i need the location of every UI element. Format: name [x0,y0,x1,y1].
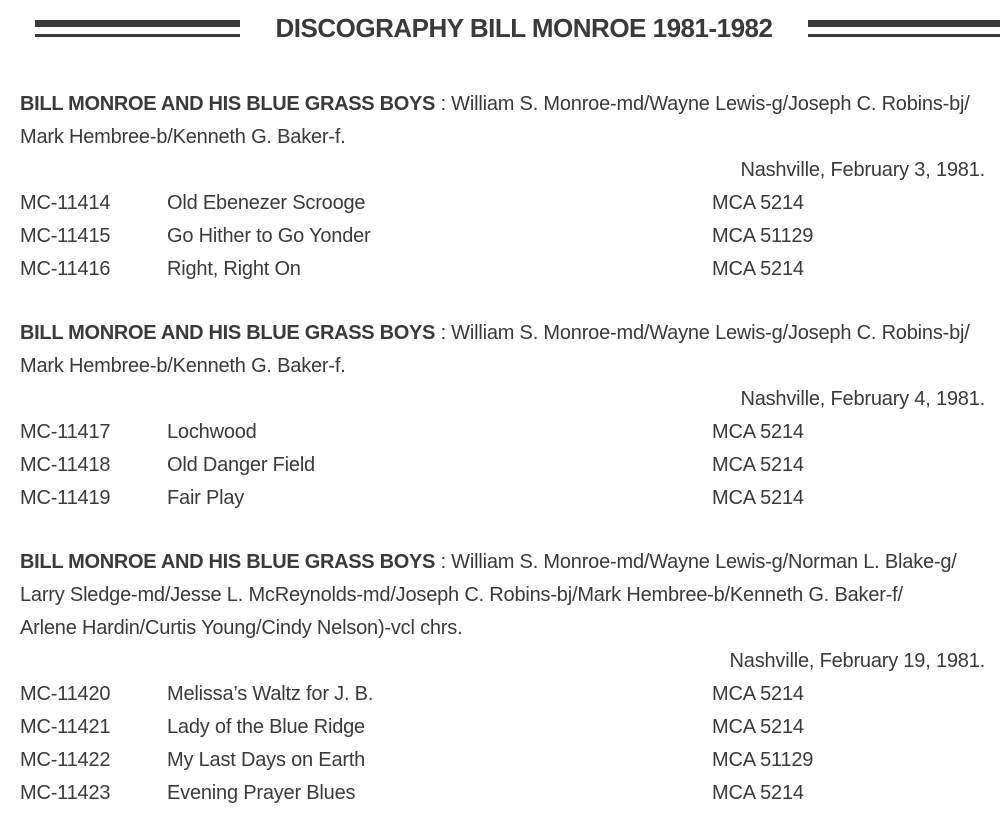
rule-thin-right [808,34,1000,37]
matrix-number: MC-11416 [20,258,111,280]
release-number: MCA 5214 [712,716,804,738]
matrix-number: MC-11418 [20,454,111,476]
matrix-number: MC-11422 [20,749,111,771]
personnel-text: William S. Monroe-md/Wayne Lewis-g/Joseph C. Robins-bj/ [451,93,970,115]
matrix-number: MC-11421 [20,716,111,738]
personnel-text: Mark Hembree-b/Kenneth G. Baker-f. [20,126,346,148]
track-row [0,187,1000,220]
track-row [0,482,1000,515]
release-number: MCA 51129 [712,749,814,771]
personnel-text: William S. Monroe-md/Wayne Lewis-g/Norman L. Blake-g/ [451,551,957,573]
title-rule-left [35,20,240,37]
title-block [0,8,1000,48]
session-2 [0,317,1000,515]
track-row [0,711,1000,744]
track-row [0,744,1000,777]
song-title: Old Danger Field [167,454,315,476]
track-row [0,777,1000,810]
song-title: Melissa’s Waltz for J. B. [167,683,374,705]
matrix-number: MC-11419 [20,487,111,509]
song-title: Fair Play [167,487,245,509]
band-name: BILL MONROE AND HIS BLUE GRASS BOYS [20,551,436,573]
matrix-number: MC-11414 [20,192,111,214]
colon-separator: : [435,93,452,115]
release-number: MCA 5214 [712,487,804,509]
release-number: MCA 5214 [712,421,804,443]
personnel-text: Larry Sledge-md/Jesse L. McReynolds-md/Joseph C. Robins-bj/Mark Hembree-b/Kenneth G. Baker-f/ [20,584,903,606]
personnel-text: Arlene Hardin/Curtis Young/Cindy Nelson)-vcl chrs. [20,617,463,639]
band-name: BILL MONROE AND HIS BLUE GRASS BOYS [20,322,436,344]
session-header [0,88,1000,121]
session-1 [0,88,1000,286]
song-title: Right, Right On [167,258,301,280]
session-location-date: Nashville, February 4, 1981. [740,388,985,410]
song-title: Go Hither to Go Yonder [167,225,371,247]
song-title: Lochwood [167,421,257,443]
session-header [0,546,1000,579]
session-location-date: Nashville, February 19, 1981. [729,650,985,672]
release-number: MCA 5214 [712,782,804,804]
track-row [0,678,1000,711]
band-name: BILL MONROE AND HIS BLUE GRASS BOYS [20,93,436,115]
matrix-number: MC-11415 [20,225,111,247]
track-row [0,220,1000,253]
page-title: DISCOGRAPHY BILL MONROE 1981-1982 [275,12,773,43]
song-title: Evening Prayer Blues [167,782,356,804]
personnel-text: Mark Hembree-b/Kenneth G. Baker-f. [20,355,346,377]
rule-thin-left [35,34,240,37]
rule-thick-left [35,20,240,27]
session-3 [0,546,1000,810]
song-title: Lady of the Blue Ridge [167,716,365,738]
matrix-number: MC-11420 [20,683,111,705]
release-number: MCA 5214 [712,683,804,705]
track-row [0,449,1000,482]
release-number: MCA 51129 [712,225,814,247]
release-number: MCA 5214 [712,192,804,214]
track-row [0,416,1000,449]
release-number: MCA 5214 [712,258,804,280]
session-location-date: Nashville, February 3, 1981. [740,159,985,181]
session-header [0,317,1000,350]
colon-separator: : [435,322,452,344]
song-title: My Last Days on Earth [167,749,366,771]
matrix-number: MC-11417 [20,421,111,443]
release-number: MCA 5214 [712,454,804,476]
personnel-text: William S. Monroe-md/Wayne Lewis-g/Joseph C. Robins-bj/ [451,322,970,344]
track-row [0,253,1000,286]
matrix-number: MC-11423 [20,782,111,804]
rule-thick-right [808,20,1000,27]
song-title: Old Ebenezer Scrooge [167,192,366,214]
title-rule-right [808,20,1000,37]
colon-separator: : [435,551,452,573]
